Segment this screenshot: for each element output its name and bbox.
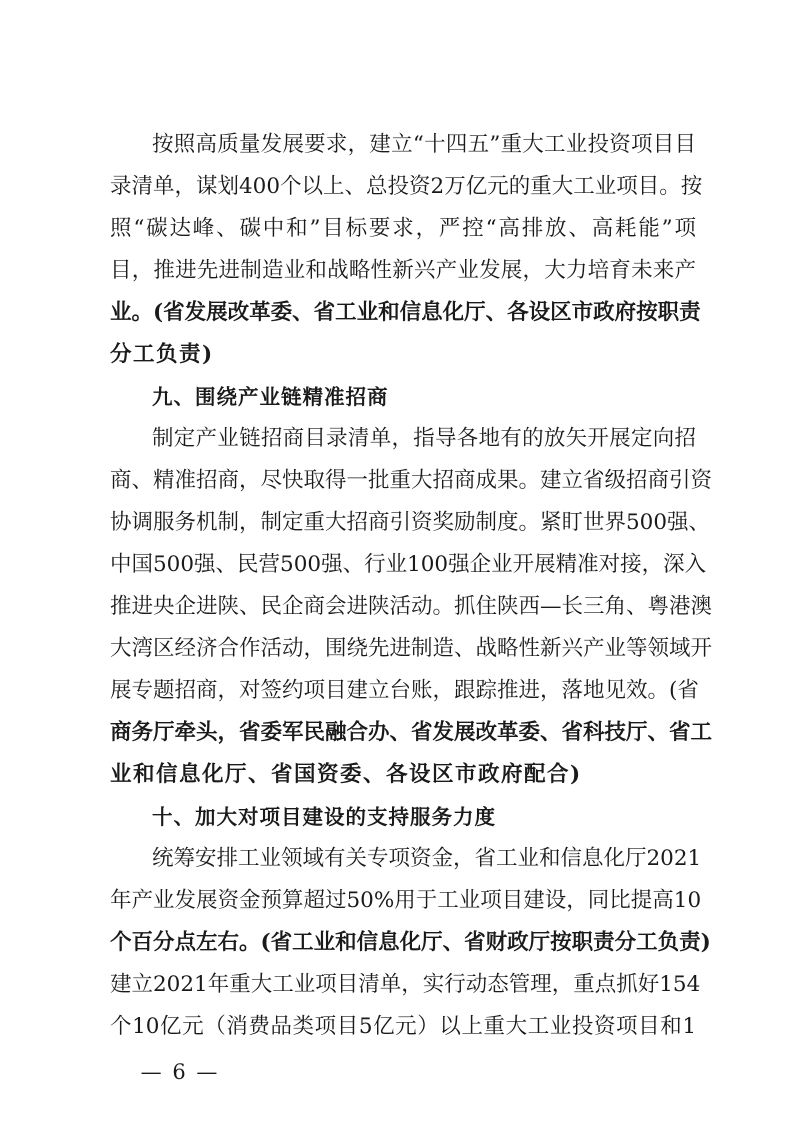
page-number: — 6 — [140, 1060, 220, 1084]
section-heading-9: 九、围绕产业链精准招商 [152, 385, 389, 409]
paragraph-line: 业和信息化厅、省国资委、各设区市政府配合) [110, 762, 582, 787]
paragraph-line: 商务厅牵头，省委军民融合办、省发展改革委、省科技厅、省工 [110, 720, 713, 745]
paragraph-line: 展专题招商，对签约项目建立台账，跟踪推进，落地见效。(省 [110, 678, 699, 703]
paragraph-line: 按照高质量发展要求，建立“十四五”重大工业投资项目目 [152, 132, 696, 157]
paragraph-line: 建立2021年重大工业项目清单，实行动态管理，重点抓好154 [110, 972, 701, 997]
paragraph-line: 年产业发展资金预算超过50%用于工业项目建设，同比提高10 [110, 888, 702, 913]
paragraph-line: 业。(省发展改革委、省工业和信息化厅、各设区市政府按职责 [110, 300, 701, 325]
paragraph-line: 分工负责) [110, 342, 214, 367]
paragraph-line: 中国500强、民营500强、行业100强企业开展精准对接，深入 [110, 552, 707, 577]
section-heading-10: 十、加大对项目建设的支持服务力度 [152, 805, 496, 829]
paragraph-line: 商、精准招商，尽快取得一批重大招商成果。建立省级招商引资 [110, 468, 713, 493]
paragraph-line: 录清单，谋划400个以上、总投资2万亿元的重大工业项目。按 [110, 174, 703, 199]
paragraph-line: 大湾区经济合作活动，围绕先进制造、战略性新兴产业等领域开 [110, 636, 713, 661]
paragraph-line: 统筹安排工业领域有关专项资金，省工业和信息化厅2021 [152, 846, 702, 871]
paragraph-line: 推进央企进陕、民企商会进陕活动。抓住陕西—长三角、粤港澳 [110, 594, 713, 619]
paragraph-line: 制定产业链招商目录清单，指导各地有的放矢开展定向招 [152, 426, 696, 451]
paragraph-line: 照“碳达峰、碳中和”目标要求，严控“高排放、高耗能”项 [110, 216, 696, 241]
paragraph-line: 协调服务机制，制定重大招商引资奖励制度。紧盯世界500强、 [110, 510, 711, 535]
paragraph-line: 个10亿元（消费品类项目5亿元）以上重大工业投资项目和1 [110, 1014, 696, 1039]
paragraph-line: 目，推进先进制造业和战略性新兴产业发展，大力培育未来产 [110, 258, 696, 283]
paragraph-line: 个百分点左右。(省工业和信息化厅、省财政厅按职责分工负责) [110, 930, 711, 955]
